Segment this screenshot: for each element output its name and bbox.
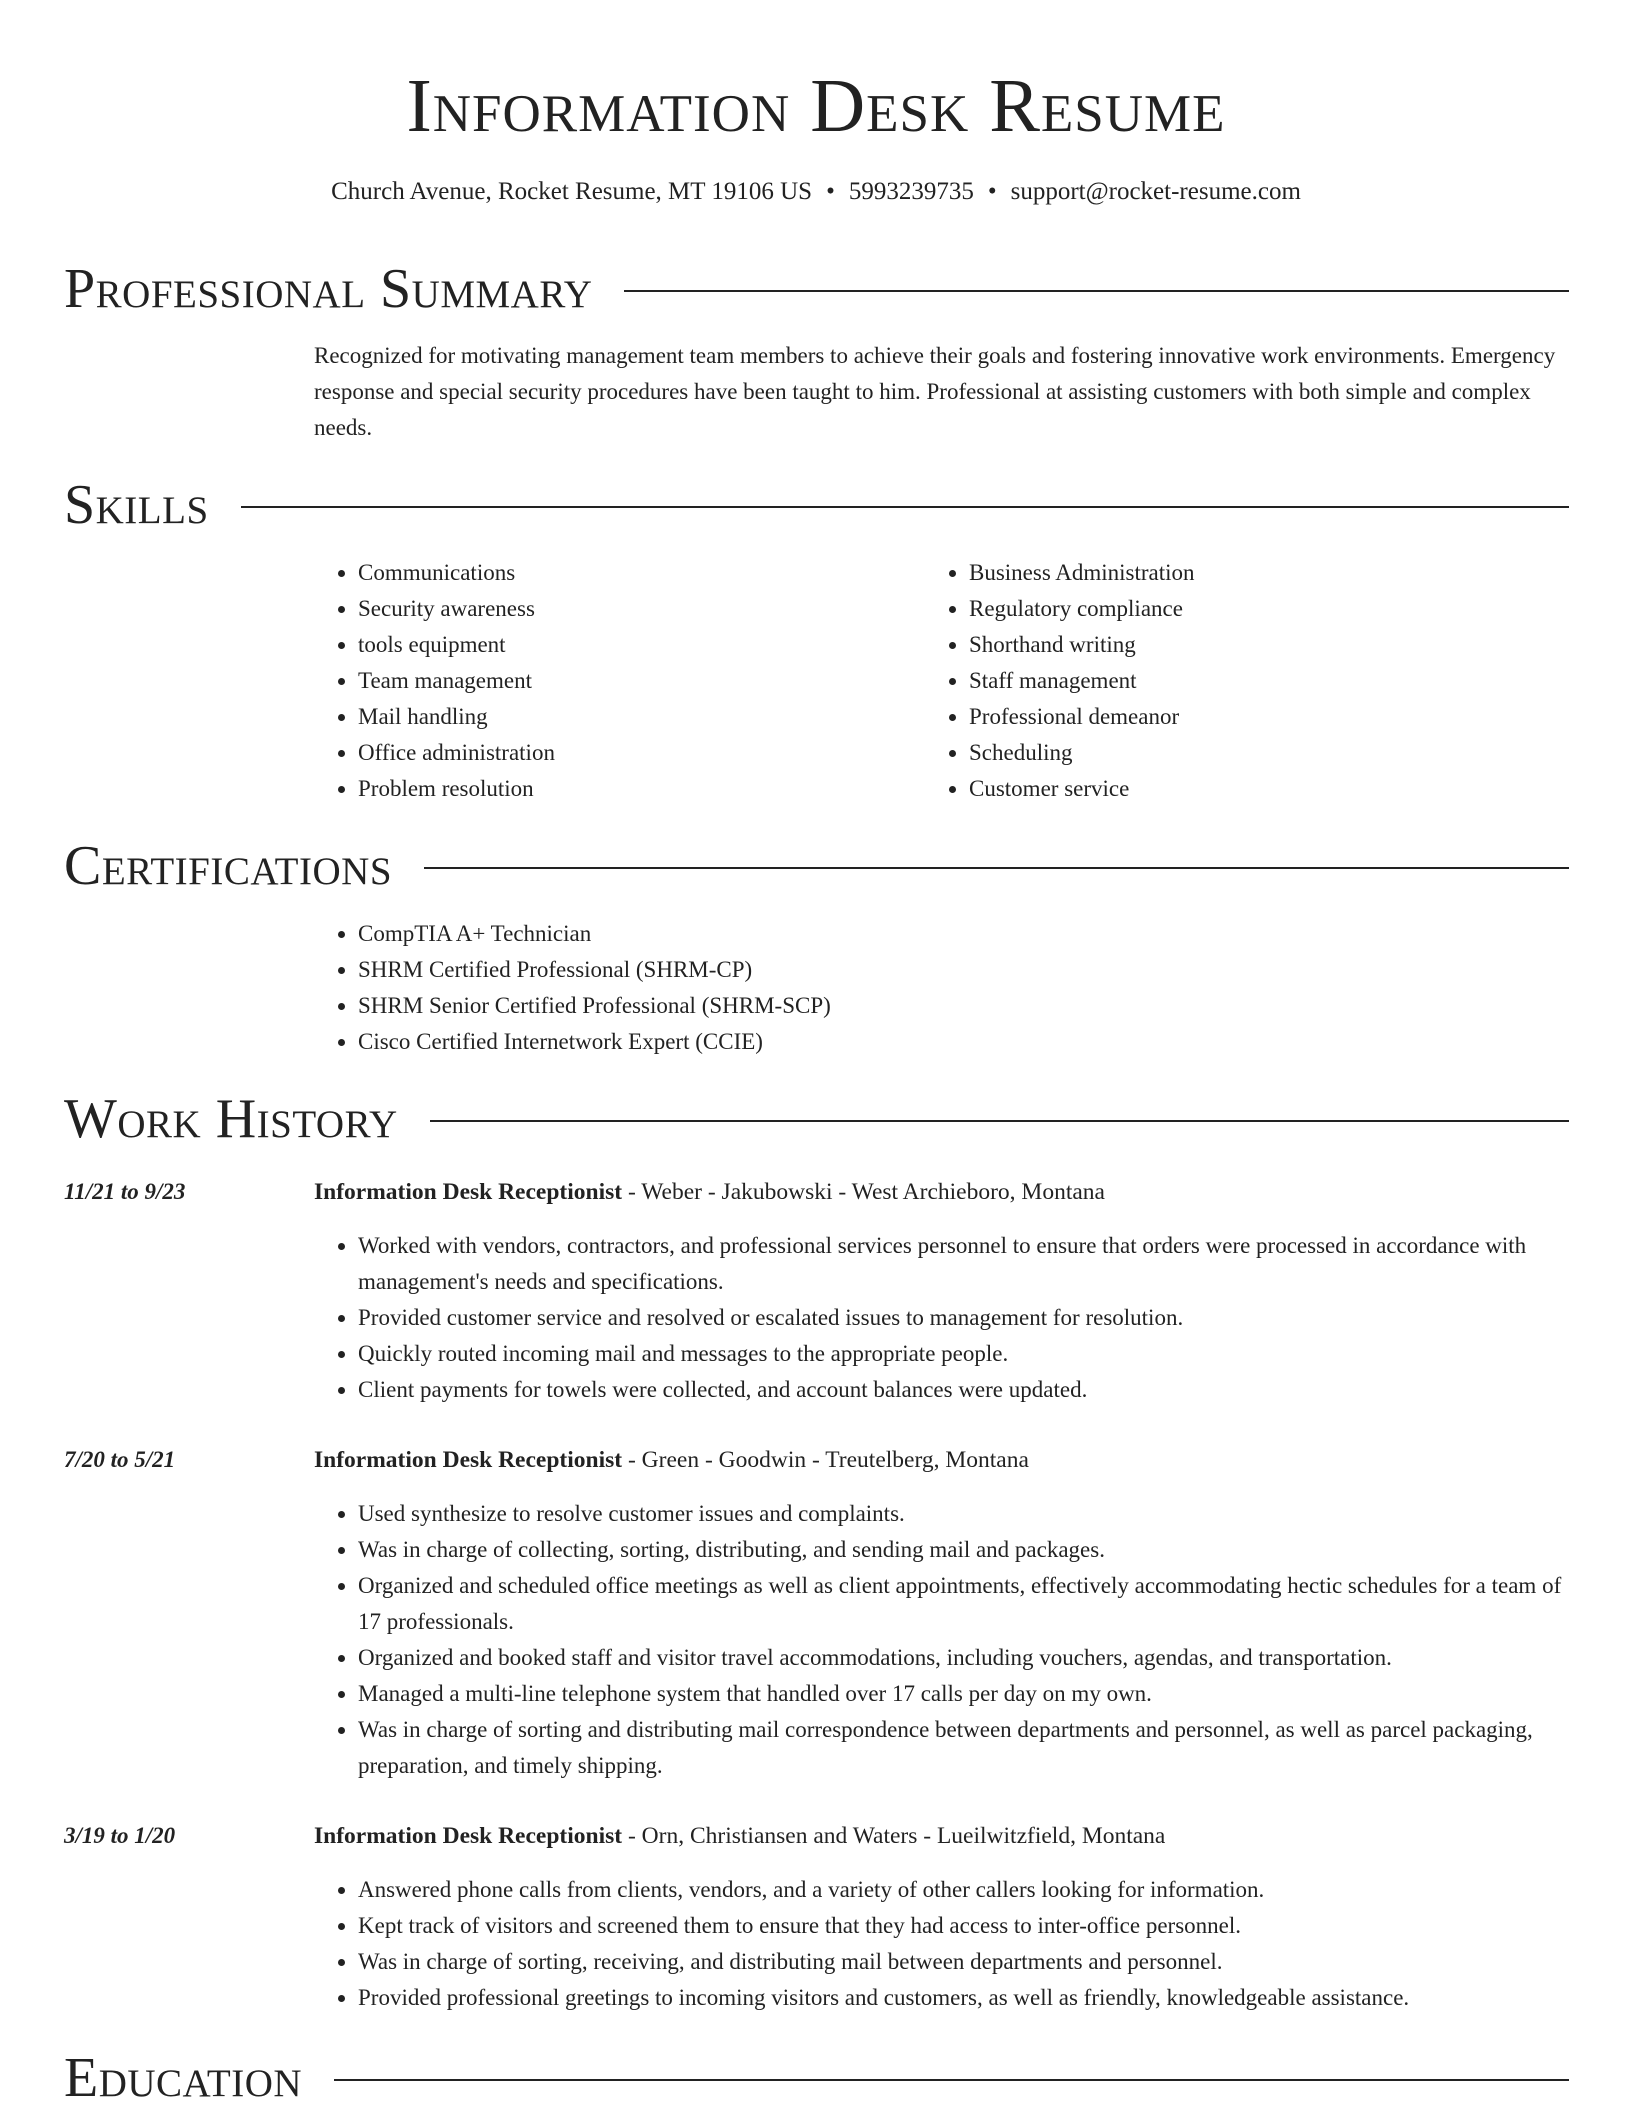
job-employer: - Weber - Jakubowski - West Archieboro, Montana (622, 1179, 1105, 1205)
skill-item: • Office administration (358, 735, 918, 771)
skill-item: • tools equipment (358, 627, 918, 663)
job-bullet: • Worked with vendors, contractors, and professional services personnel to ensure that orders were processed in accordance with management's needs and specifications. (358, 1228, 1570, 1300)
contact-phone: 5993239735 (848, 178, 974, 205)
section-title-education: Education (64, 2047, 303, 2109)
section-title-skills: Skills (64, 474, 209, 536)
section-title-summary: Professional Summary (64, 258, 593, 320)
section-divider (424, 867, 1569, 869)
job-employer: - Orn, Christiansen and Waters - Lueilwitzfield, Montana (622, 1823, 1166, 1849)
job-bullet: • Was in charge of sorting and distributing mail correspondence between departments and personnel, as well as parcel packaging, preparation, and timely shipping. (358, 1712, 1570, 1784)
job-bullets (314, 1228, 1570, 1408)
contact-address: Church Avenue, Rocket Resume, MT 19106 US (331, 178, 813, 205)
skill-item: • Communications (358, 555, 918, 591)
job-bullet: • Provided professional greetings to incoming visitors and customers, as well as friendly, knowledgeable assistance. (358, 1980, 1570, 2016)
section-divider (241, 506, 1569, 508)
skill-item: • Customer service (969, 771, 1569, 807)
section-header-education (64, 2048, 1569, 2108)
job-bullet: • Kept track of visitors and screened them to ensure that they had access to inter-office personnel. (358, 1908, 1570, 1944)
skill-item: • Business Administration (969, 555, 1569, 591)
section-header-summary (64, 259, 1569, 319)
certification-item: • SHRM Certified Professional (SHRM-CP) (358, 952, 1558, 988)
skill-item: • Regulatory compliance (969, 591, 1569, 627)
skill-item: • Professional demeanor (969, 699, 1569, 735)
resume-title: Information Desk Resume (406, 64, 1226, 148)
certification-item: • SHRM Senior Certified Professional (SHRM-SCP) (358, 988, 1558, 1024)
job-bullets (314, 1496, 1570, 1784)
job-title: Information Desk Receptionist (314, 1179, 623, 1205)
job-bullet: • Organized and scheduled office meetings as well as client appointments, effectively accommodating hectic schedules for a team of 17 professionals. (358, 1568, 1570, 1640)
certification-item: • CompTIA A+ Technician (358, 916, 1558, 952)
certification-item: • Cisco Certified Internetwork Expert (CCIE) (358, 1024, 1558, 1060)
section-divider (624, 290, 1569, 292)
job-heading (314, 1818, 1570, 1854)
summary-text: Recognized for motivating management team members to achieve their goals and fostering innovative work environments. Emergency response and special security procedures have been taught to him. Professional at assisting customers with both simple and complex needs. (314, 343, 1556, 440)
job-bullet: • Organized and booked staff and visitor travel accommodations, including vouchers, agendas, and transportation. (358, 1640, 1570, 1676)
skill-item: • Mail handling (358, 699, 918, 735)
skills-list-left (314, 555, 918, 807)
section-title-certifications: Certifications (64, 835, 393, 897)
job-heading (314, 1442, 1570, 1478)
job-dates: 7/20 to 5/21 (64, 1447, 176, 1472)
job-dates: 3/19 to 1/20 (64, 1823, 176, 1848)
section-header-certifications (64, 836, 1569, 896)
job-bullet: • Managed a multi-line telephone system that handled over 17 calls per day on my own. (358, 1676, 1570, 1712)
job-bullet: • Client payments for towels were collected, and account balances were updated. (358, 1372, 1570, 1408)
skill-item: • Scheduling (969, 735, 1569, 771)
job-bullet: • Provided customer service and resolved or escalated issues to management for resolution. (358, 1300, 1570, 1336)
contact-separator: • (826, 178, 835, 205)
job-title: Information Desk Receptionist (314, 1447, 623, 1473)
section-divider (430, 1120, 1569, 1122)
job-bullet: • Quickly routed incoming mail and messages to the appropriate people. (358, 1336, 1570, 1372)
job-heading (314, 1174, 1570, 1210)
section-header-work-history (64, 1089, 1569, 1149)
section-title-work-history: Work History (64, 1088, 398, 1150)
job-employer: - Green - Goodwin - Treutelberg, Montana (622, 1447, 1029, 1473)
skill-item: • Problem resolution (358, 771, 918, 807)
contact-email: support@rocket-resume.com (1010, 178, 1301, 205)
contact-separator: • (987, 178, 997, 205)
job-bullets (314, 1872, 1570, 2016)
certifications-list (314, 916, 1558, 1060)
skill-item: • Shorthand writing (969, 627, 1569, 663)
skills-list-right (925, 555, 1569, 807)
job-dates: 11/21 to 9/23 (64, 1179, 186, 1204)
job-bullet: • Answered phone calls from clients, vendors, and a variety of other callers looking for information. (358, 1872, 1570, 1908)
skill-item: • Staff management (969, 663, 1569, 699)
job-title: Information Desk Receptionist (314, 1823, 623, 1849)
section-divider (334, 2079, 1569, 2081)
section-header-skills (64, 475, 1569, 535)
job-bullet: • Was in charge of sorting, receiving, and distributing mail between departments and personnel. (358, 1944, 1570, 1980)
job-bullet: • Used synthesize to resolve customer issues and complaints. (358, 1496, 1570, 1532)
skill-item: • Team management (358, 663, 918, 699)
skill-item: • Security awareness (358, 591, 918, 627)
contact-line (0, 175, 1632, 209)
job-bullet: • Was in charge of collecting, sorting, distributing, and sending mail and packages. (358, 1532, 1570, 1568)
